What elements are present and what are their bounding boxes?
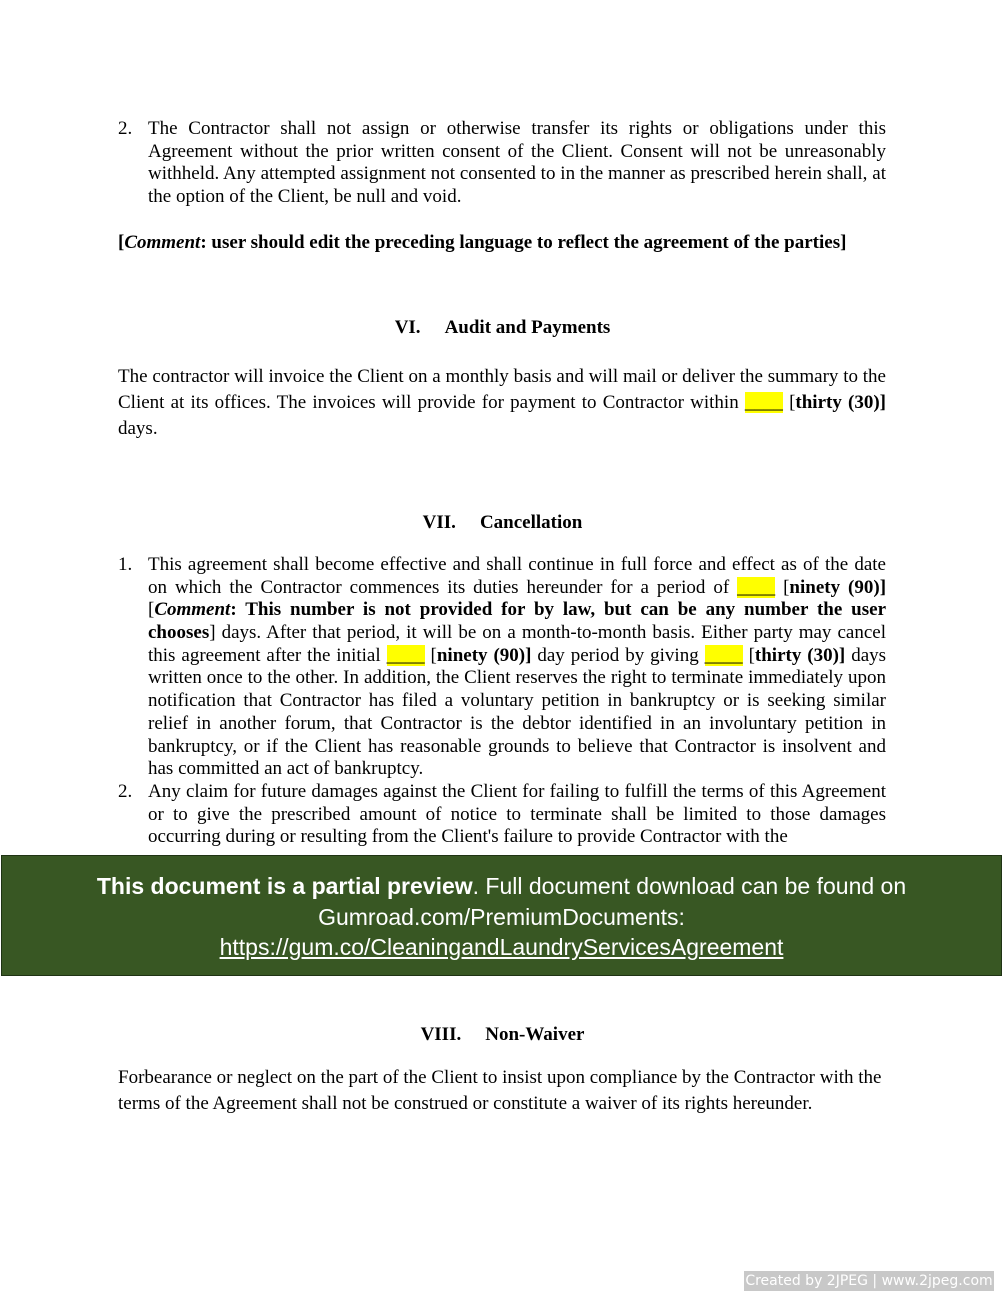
list-item-term bbox=[118, 554, 886, 781]
text: [ bbox=[775, 576, 790, 598]
banner-text: . Full document download can be found on Gumroad.com/PremiumDocuments: bbox=[318, 873, 907, 930]
list-text: Any claim for future damages against the Client for failing to fulfill the terms of this Agreement or to give the prescribed amount of notice to terminate shall be limited to those damages occurring during or resulting from the Client's failure to provide Contractor with the bbox=[148, 780, 886, 848]
bold-text: ninety (90)] bbox=[789, 576, 887, 598]
comment-text: : This number is not provided for by law, but can be any number the user chooses bbox=[148, 599, 886, 644]
text: This agreement shall become effective and shall continue in full force and effect as of the date on which the Contractor commences its duties hereunder for a period of bbox=[148, 553, 886, 598]
list-item-assignment bbox=[118, 118, 886, 209]
list-item-damages bbox=[118, 781, 886, 849]
list-number: 2. bbox=[118, 780, 133, 802]
bold-text: thirty (30)] bbox=[795, 392, 887, 414]
paragraph-non-waiver: Forbearance or neglect on the part of the Client to insist upon compliance by the Contractor with the terms of the Agreement shall not be construed or constitute a waiver of its rights hereunder. bbox=[118, 1067, 882, 1115]
list-number: 1. bbox=[118, 553, 133, 575]
list-number: 2. bbox=[118, 118, 133, 139]
blank-field: ____ bbox=[386, 644, 425, 666]
bold-text: thirty (30)] bbox=[754, 644, 846, 666]
text: [ bbox=[424, 644, 437, 666]
section-number: VII. bbox=[422, 512, 456, 534]
blank-field: ____ bbox=[704, 644, 743, 666]
section-title: Cancellation bbox=[479, 512, 583, 534]
text: [ bbox=[782, 392, 796, 414]
section-heading-non-waiver bbox=[0, 1024, 1005, 1047]
text: ] days. After that period, it will be on a month-to-month basis. Either party may cancel this agreement after the initial bbox=[148, 622, 886, 666]
text: days. bbox=[118, 418, 158, 440]
section-number: VI. bbox=[394, 316, 421, 338]
download-link[interactable]: https://gum.co/CleaningandLaundryServicesAgreement bbox=[219, 934, 784, 961]
preview-banner bbox=[1, 855, 1002, 976]
comment-label: Comment bbox=[154, 599, 231, 621]
blank-field: ____ bbox=[744, 392, 783, 414]
text: [ bbox=[742, 644, 755, 666]
section-heading-cancellation bbox=[0, 512, 1005, 535]
comment-text: : user should edit the preceding language to reflect the agreement of the parties] bbox=[200, 231, 847, 253]
list-text: The Contractor shall not assign or otherwise transfer its rights or obligations under this Agreement without the prior written consent of the Client. Consent will not be unreasonably withheld. Any attempted assignment not consented to in the manner as prescribed herein shall, at the option of the Client, be null and void. bbox=[148, 118, 886, 208]
section-title: Non-Waiver bbox=[485, 1023, 585, 1045]
blank-field: ____ bbox=[737, 576, 776, 598]
text: [ bbox=[148, 599, 155, 621]
watermark: Created by 2JPEG | www.2jpeg.com bbox=[745, 1273, 993, 1289]
bracket: [ bbox=[118, 231, 125, 253]
banner-bold-text: This document is a partial preview bbox=[96, 873, 473, 900]
text: The contractor will invoice the Client on a monthly basis and will mail or deliver the summary to the Client at its offices. The invoices will provide for payment to Contractor within bbox=[118, 366, 886, 414]
section-number: VIII. bbox=[420, 1023, 462, 1045]
paragraph-audit bbox=[118, 364, 886, 442]
text: days written once to the other. In addition, the Client reserves the right to terminate immediately upon notification that Contractor has filed a voluntary petition in bankruptcy or is seeking similar relief in another forum, that Contractor is the debtor identified in an involuntary petition in bankruptcy, or if the Client has reasonable grounds to believe that Contractor is insolvent and has committed an act of bankruptcy. bbox=[148, 644, 887, 780]
section-heading-audit bbox=[0, 317, 1005, 340]
comment-label: Comment bbox=[124, 231, 201, 253]
comment-note bbox=[118, 232, 886, 255]
text: day period by giving bbox=[531, 644, 705, 666]
bold-text: ninety (90)] bbox=[436, 644, 532, 666]
section-title: Audit and Payments bbox=[444, 316, 611, 338]
